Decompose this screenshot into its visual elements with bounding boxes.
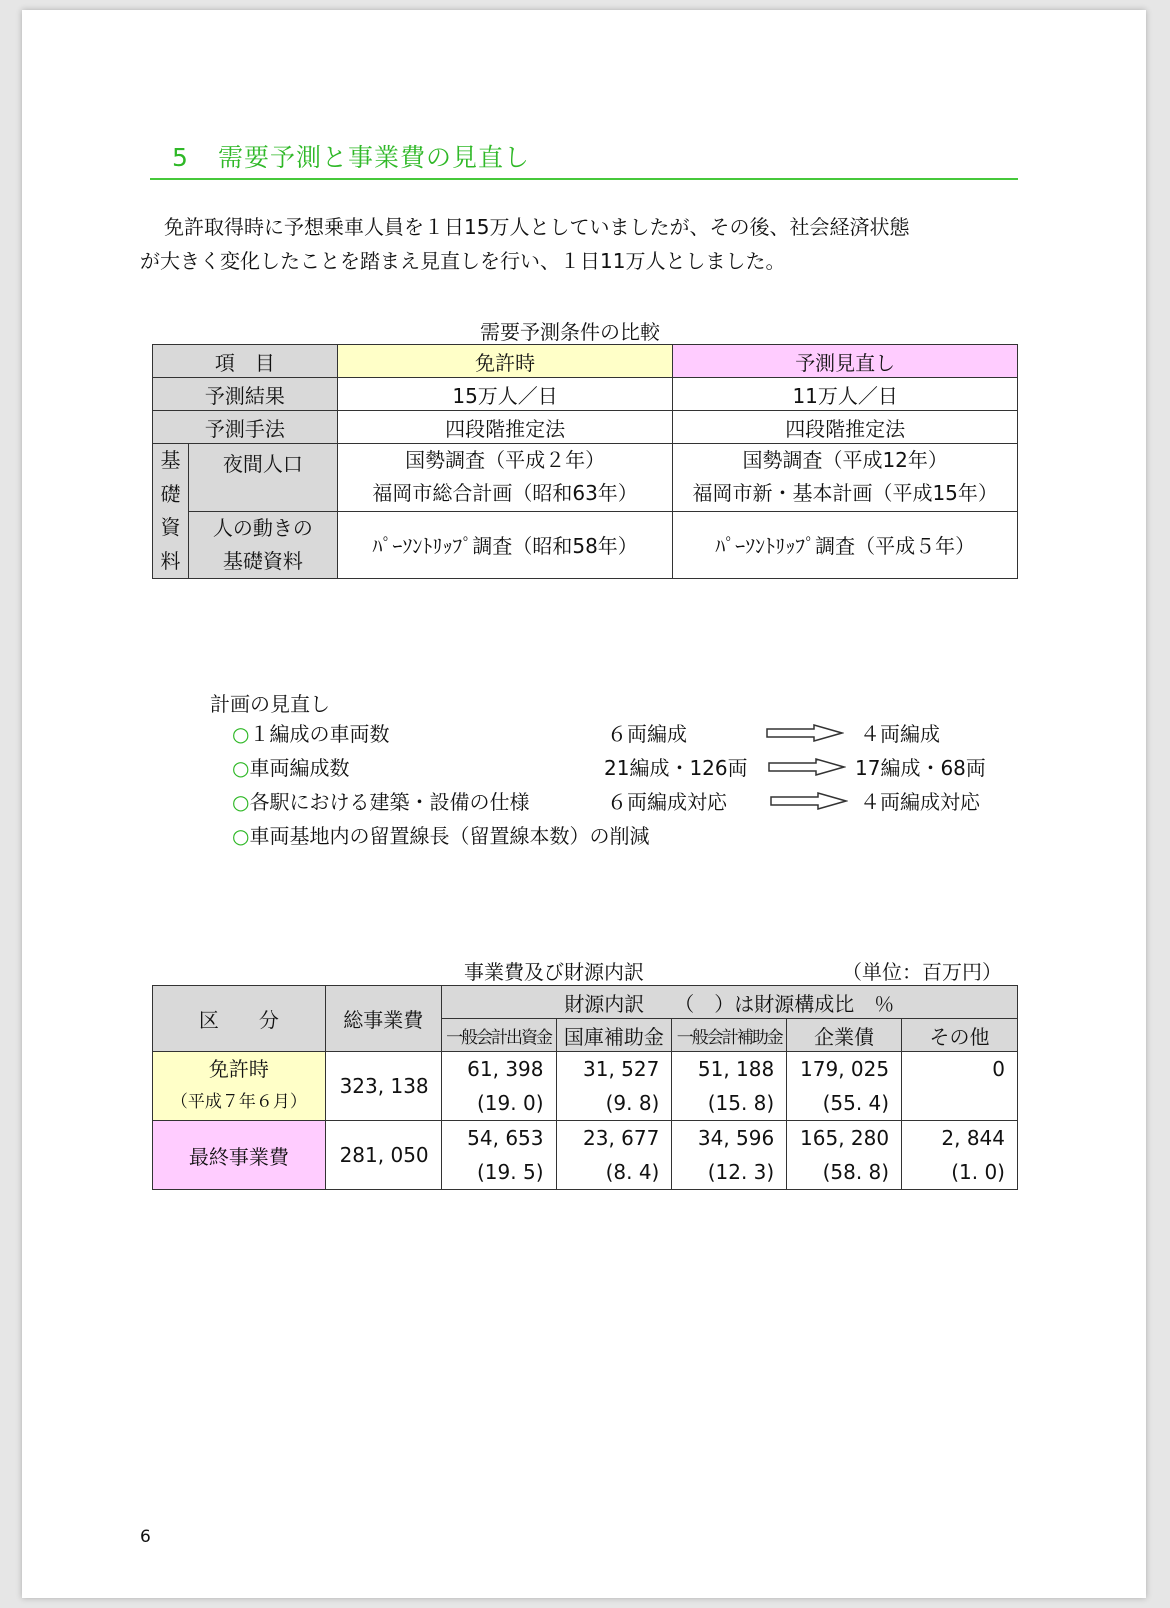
value-cell: 54, 653 (19. 5) bbox=[441, 1121, 556, 1190]
demand-forecast-table bbox=[152, 344, 1018, 579]
row-label-license: 免許時 （平成７年６月） bbox=[153, 1052, 326, 1121]
value-cell: 31, 527 (9. 8) bbox=[556, 1052, 672, 1121]
header-revision: 予測見直し bbox=[673, 345, 1018, 378]
arrow-icon bbox=[768, 758, 846, 776]
header-national-subsidy: 国庫補助金 bbox=[556, 1019, 672, 1052]
header-general-subsidy: 一般会計補助金 bbox=[672, 1019, 787, 1052]
page-number: 6 bbox=[140, 1527, 151, 1547]
arrow-icon bbox=[766, 724, 844, 742]
value-cell: 179, 025 (55. 4) bbox=[787, 1052, 902, 1121]
row-label-final: 最終事業費 bbox=[153, 1121, 326, 1190]
circle-bullet-icon: ○ bbox=[232, 722, 250, 746]
header-category: 区 分 bbox=[153, 986, 326, 1052]
plan-item: ○各駅における建築・設備の仕様 ６両編成対応 ４両編成対応 bbox=[232, 790, 980, 814]
value-cell: 2, 844 (1. 0) bbox=[902, 1121, 1018, 1190]
plan-item: ○車両編成数 21編成・126両 17編成・68両 bbox=[232, 756, 986, 780]
method-license: 四段階推定法 bbox=[337, 411, 673, 444]
intro-line-1: 免許取得時に予想乗車人員を１日15万人としていましたが、その後、社会経済状態 bbox=[164, 215, 910, 239]
circle-bullet-icon: ○ bbox=[232, 756, 250, 780]
value-cell: 51, 188 (15. 8) bbox=[672, 1052, 787, 1121]
header-breakdown: 財源内訳 （ ）は財源構成比 ％ bbox=[441, 986, 1017, 1019]
total-license: 323, 138 bbox=[325, 1052, 441, 1121]
table1-caption: 需要予測条件の比較 bbox=[480, 320, 660, 344]
night-revision: 国勢調査（平成12年） 福岡市新・基本計画（平成15年） bbox=[673, 444, 1018, 512]
circle-bullet-icon: ○ bbox=[232, 790, 250, 814]
row-label-method: 予測手法 bbox=[153, 411, 338, 444]
movement-revision: ﾊﾟｰｿﾝﾄﾘｯﾌﾟ調査（平成５年） bbox=[673, 511, 1018, 579]
total-final: 281, 050 bbox=[325, 1121, 441, 1190]
table2-unit: （単位：百万円） bbox=[842, 960, 1002, 984]
plan-title: 計画の見直し bbox=[210, 692, 330, 716]
header-general-investment: 一般会計出資金 bbox=[441, 1019, 556, 1052]
intro-paragraph bbox=[140, 210, 1030, 278]
project-cost-table bbox=[152, 985, 1018, 1190]
movement-license: ﾊﾟｰｿﾝﾄﾘｯﾌﾟ調査（昭和58年） bbox=[337, 511, 673, 579]
row-label-result: 予測結果 bbox=[153, 378, 338, 411]
header-other: その他 bbox=[902, 1019, 1018, 1052]
circle-bullet-icon: ○ bbox=[232, 824, 250, 848]
header-item: 項 目 bbox=[153, 345, 338, 378]
plan-item: ○車両基地内の留置線長（留置線本数）の削減 bbox=[232, 824, 650, 848]
value-cell: 165, 280 (58. 8) bbox=[787, 1121, 902, 1190]
header-enterprise-bond: 企業債 bbox=[787, 1019, 902, 1052]
value-cell: 23, 677 (8. 4) bbox=[556, 1121, 672, 1190]
section-heading bbox=[150, 138, 1018, 180]
table2-caption: 事業費及び財源内訳 bbox=[464, 960, 644, 984]
night-license: 国勢調査（平成２年） 福岡市総合計画（昭和63年） bbox=[337, 444, 673, 512]
result-revision: 11万人／日 bbox=[673, 378, 1018, 411]
section-number: 5 bbox=[172, 143, 189, 172]
row-label-night-population: 夜間人口 bbox=[188, 444, 337, 512]
header-total: 総事業費 bbox=[325, 986, 441, 1052]
value-cell: 61, 398 (19. 0) bbox=[441, 1052, 556, 1121]
value-cell: 34, 596 (12. 3) bbox=[672, 1121, 787, 1190]
plan-item: ○１編成の車両数 ６両編成 ４両編成 bbox=[232, 722, 940, 746]
value-cell: 0 bbox=[902, 1052, 1018, 1121]
intro-line-2: が大きく変化したことを踏まえ見直しを行い、１日11万人としました。 bbox=[140, 249, 786, 273]
basic-data-label: 基 礎 資 料 bbox=[153, 444, 189, 579]
row-label-movement: 人の動きの 基礎資料 bbox=[188, 511, 337, 579]
arrow-icon bbox=[770, 792, 848, 810]
header-license: 免許時 bbox=[337, 345, 673, 378]
section-title: 需要予測と事業費の見直し bbox=[218, 143, 531, 172]
method-revision: 四段階推定法 bbox=[673, 411, 1018, 444]
result-license: 15万人／日 bbox=[337, 378, 673, 411]
